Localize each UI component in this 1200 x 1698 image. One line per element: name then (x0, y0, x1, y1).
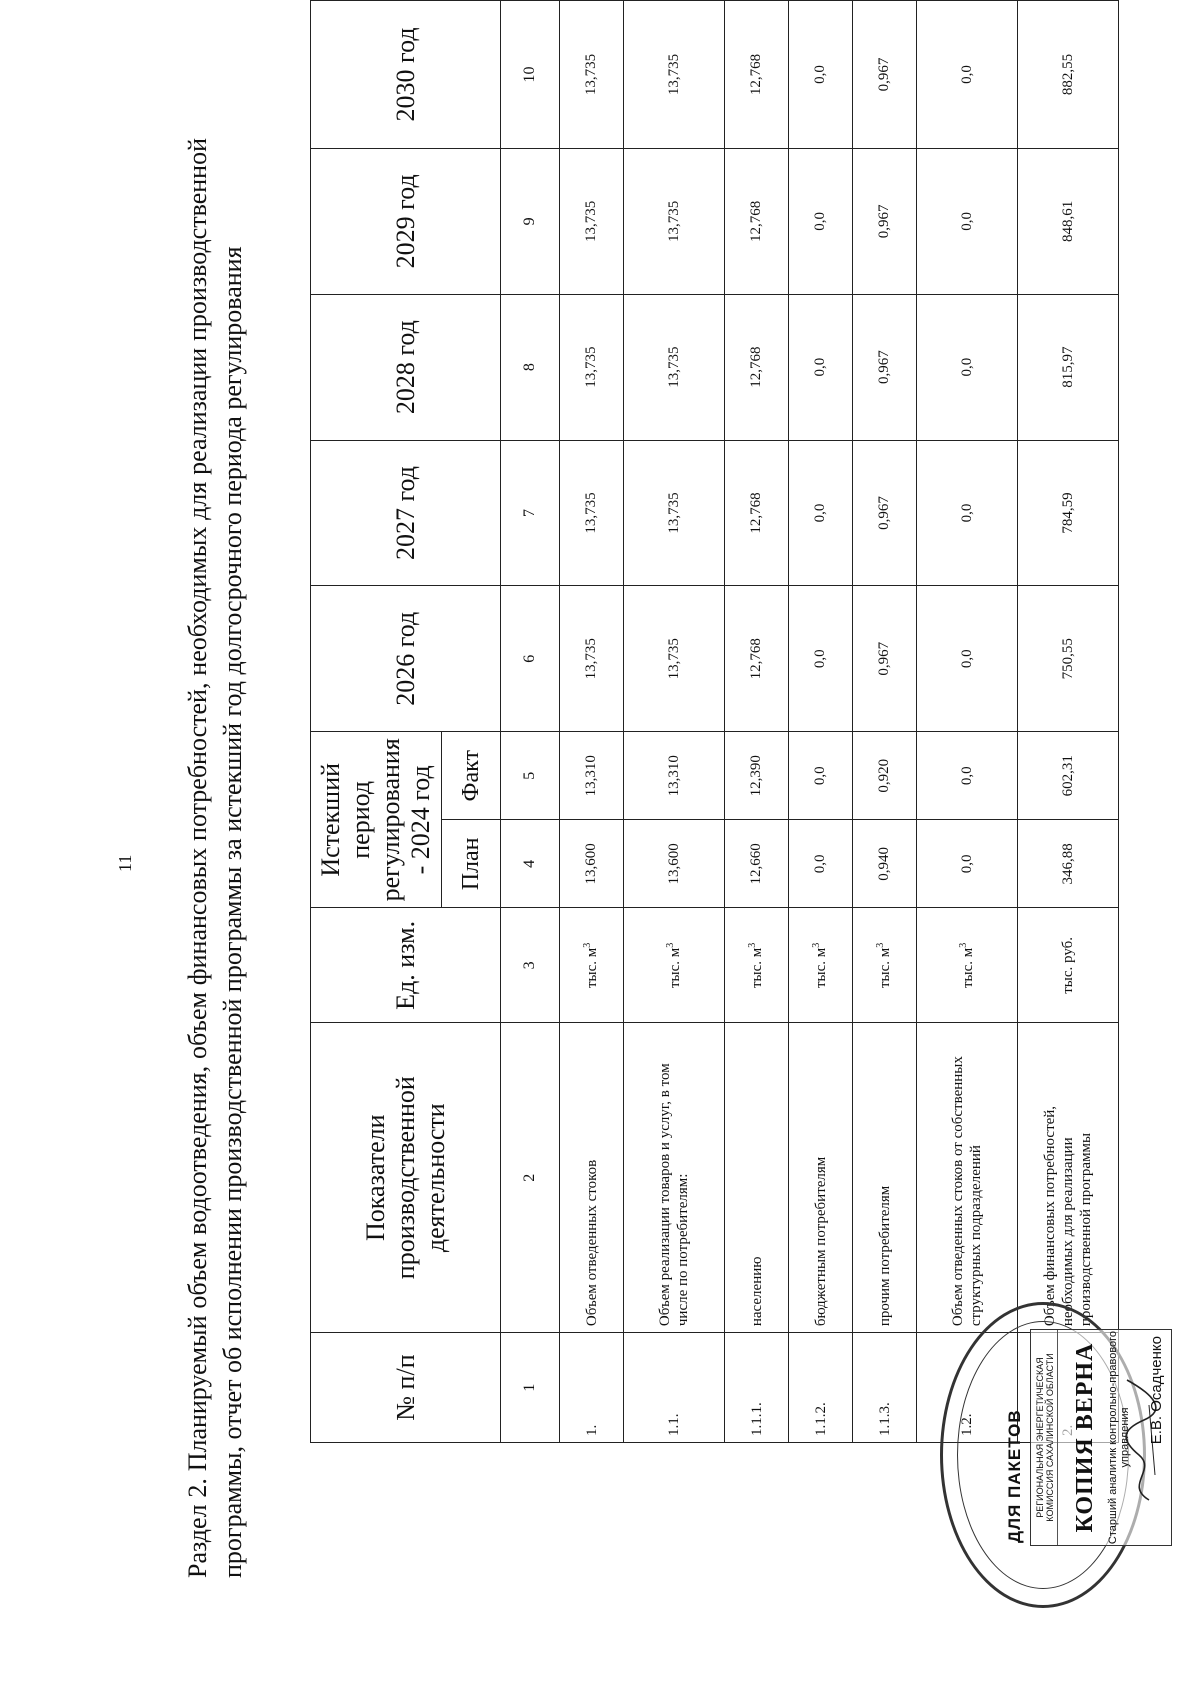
cell-name: Объем отведенных стоков (560, 1023, 624, 1333)
cell-unit: тыс. руб. (1018, 908, 1119, 1023)
cell-y2027: 13,735 (624, 440, 725, 586)
cell-unit: тыс. $м^3$ (917, 908, 1018, 1023)
cell-y2027: 0,0 (917, 440, 1018, 586)
table-row (725, 1, 789, 1443)
cell-y2026: 13,735 (560, 586, 624, 732)
cell-fact: 0,0 (789, 732, 853, 820)
cell-fact: 602,31 (1018, 732, 1119, 820)
header-num: № п/п (311, 1333, 501, 1443)
cell-name: прочим потребителям (853, 1023, 917, 1333)
cell-unit: тыс. $м^3$ (560, 908, 624, 1023)
cell-num: 1. (560, 1333, 624, 1443)
cell-num: 1.1.3. (853, 1333, 917, 1443)
table-row (789, 1, 853, 1443)
table-row (624, 1, 725, 1443)
header-row (311, 1, 442, 1443)
cell-name: бюджетным потребителям (789, 1023, 853, 1333)
column-number: 8 (501, 294, 560, 440)
column-number: 5 (501, 732, 560, 820)
column-number: 2 (501, 1023, 560, 1333)
column-number: 1 (501, 1333, 560, 1443)
cell-y2030: 13,735 (560, 1, 624, 149)
cell-y2026: 750,55 (1018, 586, 1119, 732)
seal-text: ДЛЯ ПАКЕТОВ (1005, 1409, 1024, 1543)
table-row (1018, 1, 1119, 1443)
header-2029: 2029 год (311, 148, 501, 294)
cert-organization: РЕГИОНАЛЬНАЯ ЭНЕРГЕТИЧЕСКАЯ КОМИССИЯ САХАЛИНСКОЙ ОБЛАСТИ (1031, 1330, 1058, 1545)
cell-name: Объем отведенных стоков от собственных структурных подразделений (917, 1023, 1018, 1333)
cell-y2029: 13,735 (624, 148, 725, 294)
cell-name: Объем реализации товаров и услуг, в том числе по потребителям: (624, 1023, 725, 1333)
cell-y2029: 12,768 (725, 148, 789, 294)
cell-y2027: 12,768 (725, 440, 789, 586)
cell-fact: 0,920 (853, 732, 917, 820)
cell-y2028: 13,735 (624, 294, 725, 440)
header-2030: 2030 год (311, 1, 501, 149)
cell-y2029: 0,0 (789, 148, 853, 294)
production-program-table (310, 0, 1119, 1443)
column-number: 6 (501, 586, 560, 732)
cert-name: Е.В. Осадченко (1148, 1336, 1165, 1445)
cell-y2026: 0,967 (853, 586, 917, 732)
cell-plan: 12,660 (725, 820, 789, 908)
cell-y2026: 0,0 (917, 586, 1018, 732)
column-number-row (501, 1, 560, 1443)
section-heading: Раздел 2. Планируемый объем водоотведения, объем финансовых потребностей, необходимых для реализации производственной программы, отчет об исполнении производственной программы за истекший год долгосрочного периода регулирования (183, 138, 247, 1578)
cell-y2030: 13,735 (624, 1, 725, 149)
cell-plan: 346,88 (1018, 820, 1119, 908)
cell-y2027: 784,59 (1018, 440, 1119, 586)
cell-num: 1.1. (624, 1333, 725, 1443)
cell-y2026: 13,735 (624, 586, 725, 732)
certification-stamp (1030, 1329, 1172, 1546)
header-2026: 2026 год (311, 586, 501, 732)
header-2027: 2027 год (311, 440, 501, 586)
cell-num: 1.1.1. (725, 1333, 789, 1443)
cell-name: Объем финансовых потребностей, необходимых для реализации производственной программы (1018, 1023, 1119, 1333)
cell-unit: тыс. $м^3$ (853, 908, 917, 1023)
cell-plan: 0,0 (789, 820, 853, 908)
cell-y2029: 0,967 (853, 148, 917, 294)
table-row (917, 1, 1018, 1443)
cell-unit: тыс. $м^3$ (725, 908, 789, 1023)
cell-y2030: 0,0 (917, 1, 1018, 149)
cert-position: Старший аналитик контрольно-правового управления (1107, 1330, 1131, 1545)
cell-y2030: 0,0 (789, 1, 853, 149)
column-number: 3 (501, 908, 560, 1023)
cert-title: КОПИЯ ВЕРНА (1072, 1342, 1098, 1533)
cell-plan: 13,600 (624, 820, 725, 908)
header-plan: План (442, 820, 501, 908)
cell-y2026: 12,768 (725, 586, 789, 732)
cell-y2028: 0,0 (789, 294, 853, 440)
cell-y2029: 0,0 (917, 148, 1018, 294)
cell-y2028: 0,967 (853, 294, 917, 440)
cell-y2030: 882,55 (1018, 1, 1119, 149)
column-number: 4 (501, 820, 560, 908)
cell-plan: 13,600 (560, 820, 624, 908)
cell-plan: 0,940 (853, 820, 917, 908)
cell-y2029: 13,735 (560, 148, 624, 294)
column-number: 9 (501, 148, 560, 294)
header-indicator: Показатели производственной деятельности (311, 1023, 501, 1333)
cell-y2027: 0,967 (853, 440, 917, 586)
cell-fact: 12,390 (725, 732, 789, 820)
cell-name: населению (725, 1023, 789, 1333)
cell-unit: тыс. $м^3$ (624, 908, 725, 1023)
cell-y2027: 0,0 (789, 440, 853, 586)
cell-y2027: 13,735 (560, 440, 624, 586)
cell-y2030: 0,967 (853, 1, 917, 149)
cell-unit: тыс. $м^3$ (789, 908, 853, 1023)
cell-num: 1.1.2. (789, 1333, 853, 1443)
cell-fact: 0,0 (917, 732, 1018, 820)
cell-fact: 13,310 (560, 732, 624, 820)
cell-y2030: 12,768 (725, 1, 789, 149)
table-row (853, 1, 917, 1443)
cell-y2026: 0,0 (789, 586, 853, 732)
table-row (560, 1, 624, 1443)
header-fact: Факт (442, 732, 501, 820)
cell-y2028: 0,0 (917, 294, 1018, 440)
cell-fact: 13,310 (624, 732, 725, 820)
column-number: 10 (501, 1, 560, 149)
cell-y2028: 13,735 (560, 294, 624, 440)
page-number: 11 (115, 854, 135, 872)
header-unit: Ед. изм. (311, 908, 501, 1023)
column-number: 7 (501, 440, 560, 586)
cell-plan: 0,0 (917, 820, 1018, 908)
header-past-period: Истекший период регулирования - 2024 год (311, 732, 442, 908)
cell-y2028: 815,97 (1018, 294, 1119, 440)
cell-y2029: 848,61 (1018, 148, 1119, 294)
cell-num: 1.2. (917, 1333, 1018, 1443)
cell-y2028: 12,768 (725, 294, 789, 440)
header-2028: 2028 год (311, 294, 501, 440)
